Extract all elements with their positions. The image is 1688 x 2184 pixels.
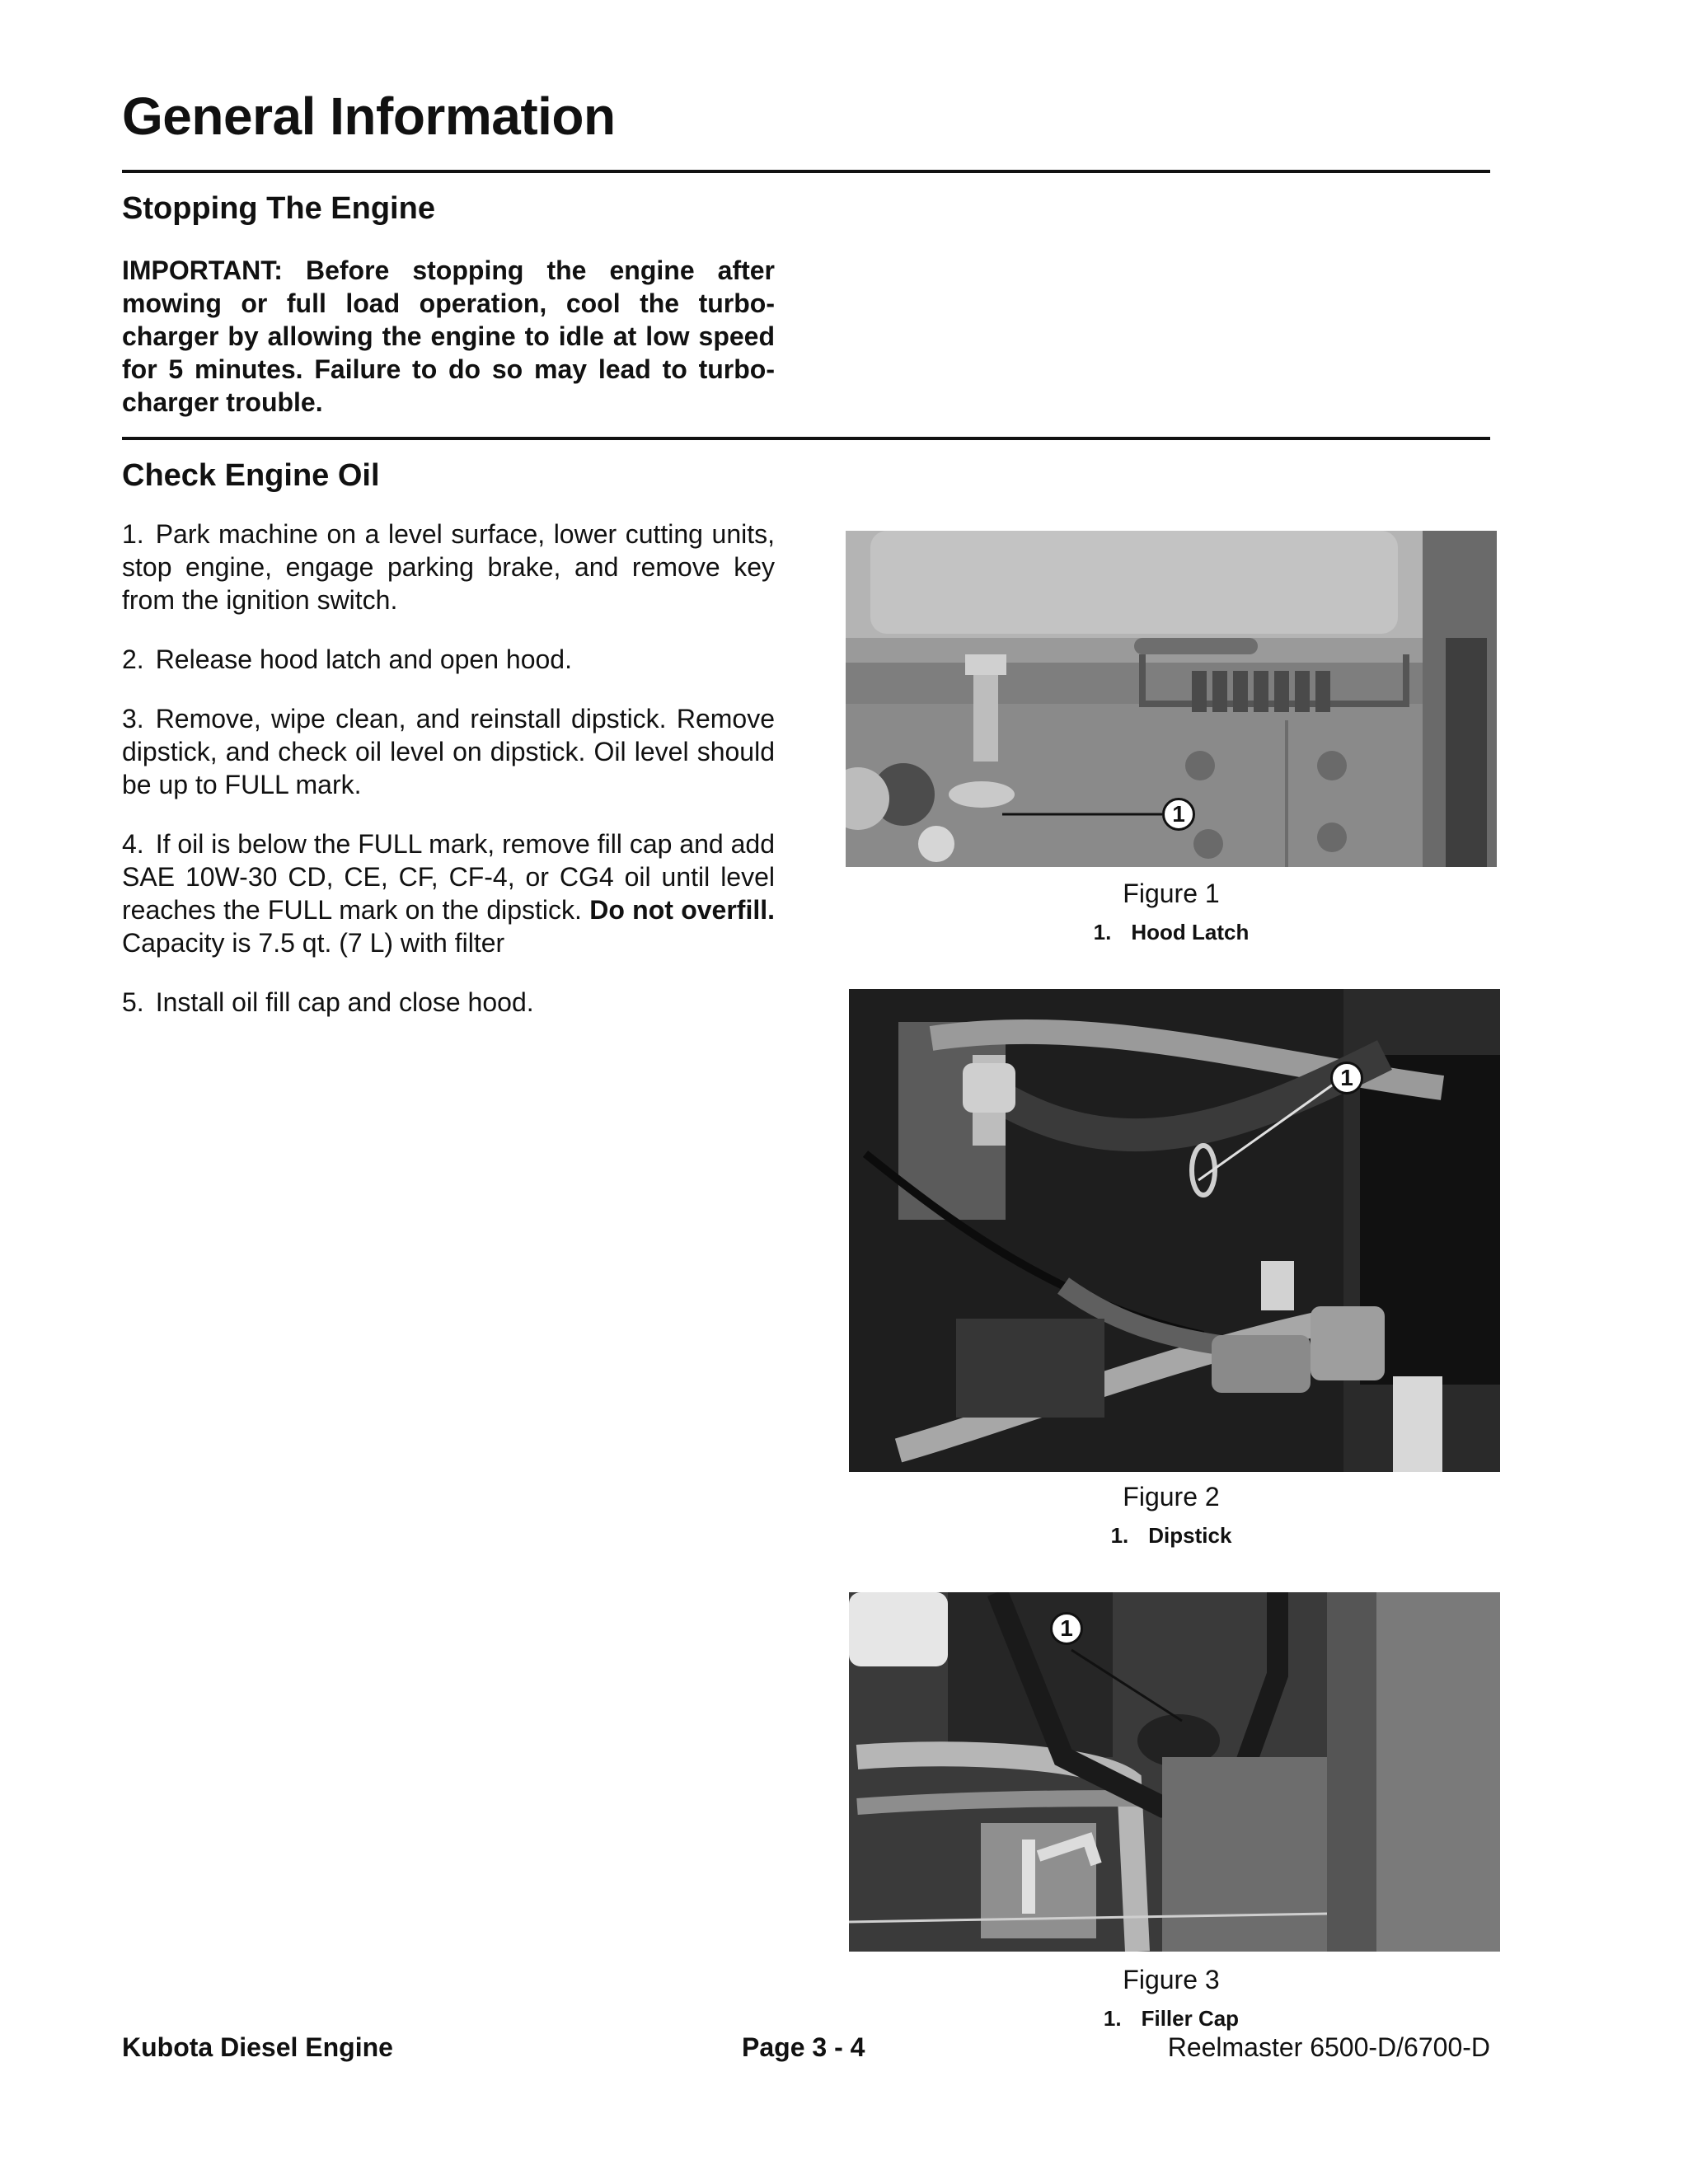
step-text: Park machine on a level surface, lower cutting units, stop engine, engage parking brake, and remove key from the ignition switch. (122, 519, 775, 615)
step-text: Release hood latch and open hood. (155, 644, 572, 674)
step-text: If oil is below the FULL mark, remove fill cap and add SAE 10W-30 CD, CE, CF, CF-4, or CG4 oil until level reaches the FULL mark on the dipstick. (122, 829, 775, 925)
figure-1-label-number: 1. (1093, 920, 1112, 944)
step-text-after: Capacity is 7.5 qt. (7 L) with filter (122, 928, 505, 958)
figure-1-photo (846, 531, 1497, 867)
figure-1-caption: Figure 1 (1123, 879, 1220, 908)
figure-3-callout: 1 (1050, 1612, 1083, 1645)
figure-3-label (846, 2006, 1497, 2032)
title-divider (122, 170, 1490, 173)
figure-1-label-text: Hood Latch (1131, 920, 1250, 944)
section-title-stopping: Stopping The Engine (122, 191, 435, 226)
step-item (122, 518, 775, 616)
step-number: 4. (122, 829, 144, 859)
step-number: 5. (122, 987, 144, 1017)
figure-3-label-number: 1. (1103, 2006, 1122, 2031)
step-number: 2. (122, 644, 144, 674)
step-item (122, 827, 775, 959)
figure-1-label (846, 920, 1497, 945)
footer-left: Kubota Diesel Engine (122, 2032, 393, 2062)
figure-2-label-number: 1. (1110, 1523, 1129, 1548)
figure-3-label-text: Filler Cap (1141, 2006, 1240, 2031)
figure-2-callout: 1 (1330, 1062, 1363, 1094)
page-title: General Information (122, 87, 616, 146)
oil-steps-list (122, 518, 775, 1045)
step-number: 3. (122, 704, 144, 733)
section-title-oil: Check Engine Oil (122, 458, 380, 493)
figure-3-photo (849, 1592, 1500, 1952)
step-text: Install oil fill cap and close hood. (155, 987, 534, 1017)
important-note: IMPORTANT: Before stopping the engine after mowing or full load operation, cool the turbo-charger by allowing the engine to idle at low speed for 5 minutes. Failure to do so may lead to turbo-charger trouble. (122, 255, 775, 417)
section-divider (122, 437, 1490, 440)
step-item (122, 702, 775, 801)
step-item (122, 643, 775, 676)
step-text: Remove, wipe clean, and reinstall dipstick. Remove dipstick, and check oil level on dipstick. Oil level should be up to FULL mark. (122, 704, 775, 799)
footer-page-number: Page 3 - 4 (742, 2032, 865, 2062)
figure-2-photo (849, 989, 1500, 1472)
figure-2-label (846, 1523, 1497, 1549)
step-number: 1. (122, 519, 144, 549)
figure-2-label-text: Dipstick (1148, 1523, 1232, 1548)
figure-3-caption: Figure 3 (1123, 1965, 1220, 1994)
footer-right: Reelmaster 6500-D/6700-D (1167, 2032, 1490, 2062)
step-item (122, 986, 775, 1019)
figure-1-callout: 1 (1162, 798, 1195, 831)
step-warning: Do not overfill. (589, 895, 776, 925)
figure-2-caption: Figure 2 (1123, 1482, 1220, 1511)
